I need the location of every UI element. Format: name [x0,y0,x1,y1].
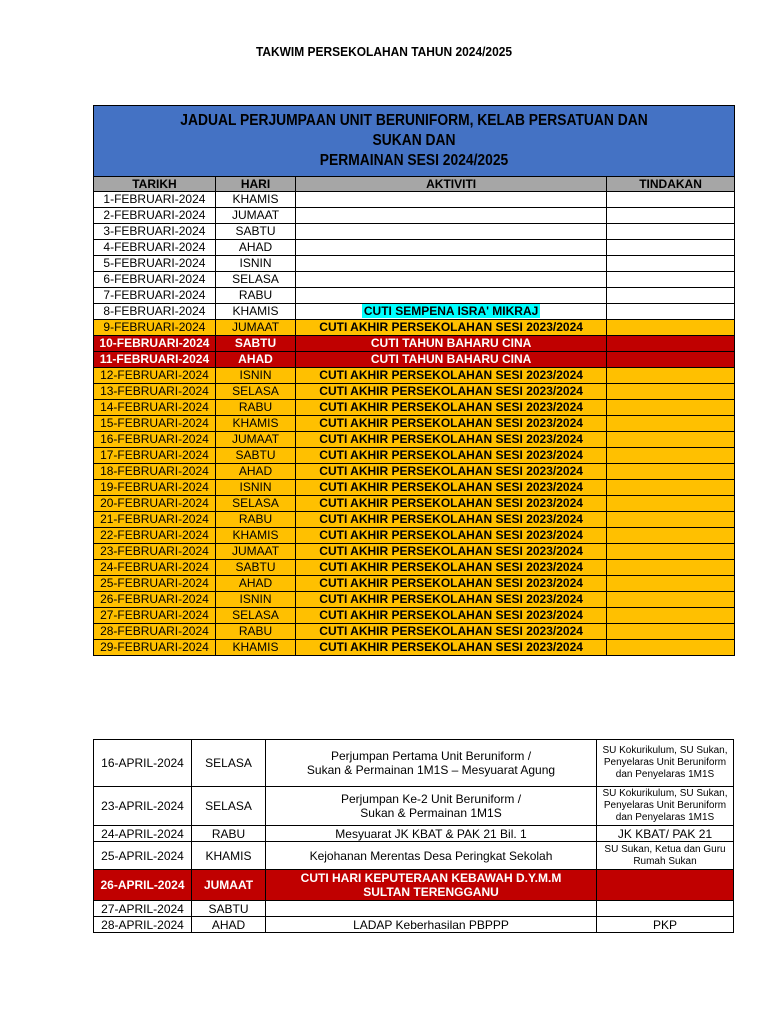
schedule-heading-line-2: PERMAINAN SESI 2024/2025 [319,152,509,169]
day-cell: KHAMIS [192,842,266,870]
table-row [94,384,734,400]
action-cell [597,870,734,901]
activity-cell [266,901,597,917]
date-cell: 23-FEBRUARI-2024 [94,544,215,560]
day-cell: SABTU [215,448,295,464]
day-cell: JUMAAT [215,544,295,560]
table-row [94,576,734,592]
date-cell: 25-APRIL-2024 [94,842,192,870]
action-cell: SU Kokurikulum, SU Sukan, Penyelaras Unit Beruniform dan Penyelaras 1M1S [597,740,734,787]
table-row [94,592,734,608]
day-cell: ISNIN [215,368,295,384]
schedule-heading-line-1: JADUAL PERJUMPAAN UNIT BERUNIFORM, KELAB PERSATUAN DAN SUKAN DAN [180,112,648,149]
activity-cell [296,304,607,320]
action-cell: JK KBAT/ PAK 21 [597,826,734,842]
activity-cell: CUTI AKHIR PERSEKOLAHAN SESI 2023/2024 [296,592,607,608]
day-cell: SABTU [215,336,295,352]
action-cell [607,352,734,368]
table-row [94,512,734,528]
date-cell: 12-FEBRUARI-2024 [94,368,215,384]
day-cell: KHAMIS [215,416,295,432]
date-cell: 1-FEBRUARI-2024 [94,192,215,208]
date-cell: 20-FEBRUARI-2024 [94,496,215,512]
day-cell: AHAD [215,464,295,480]
activity-cell: CUTI AKHIR PERSEKOLAHAN SESI 2023/2024 [296,448,607,464]
action-cell [607,640,734,656]
date-cell: 27-FEBRUARI-2024 [94,608,215,624]
day-cell: SABTU [192,901,266,917]
action-cell [607,272,734,288]
date-cell: 6-FEBRUARI-2024 [94,272,215,288]
table-row [94,416,734,432]
action-cell [607,432,734,448]
action-cell [607,336,734,352]
day-cell: ISNIN [215,592,295,608]
date-cell: 23-APRIL-2024 [94,787,192,826]
action-cell [607,496,734,512]
action-cell [607,416,734,432]
date-cell: 28-APRIL-2024 [94,917,192,933]
action-cell [607,368,734,384]
activity-cell: CUTI AKHIR PERSEKOLAHAN SESI 2023/2024 [296,608,607,624]
action-cell [607,400,734,416]
table-row [94,208,734,224]
date-cell: 21-FEBRUARI-2024 [94,512,215,528]
action-cell [607,320,734,336]
day-cell: SELASA [215,272,295,288]
activity-cell: CUTI AKHIR PERSEKOLAHAN SESI 2023/2024 [296,528,607,544]
activity-cell: Mesyuarat JK KBAT & PAK 21 Bil. 1 [266,826,597,842]
table-row [94,464,734,480]
activity-cell: CUTI TAHUN BAHARU CINA [296,336,607,352]
date-cell: 28-FEBRUARI-2024 [94,624,215,640]
activity-cell: CUTI AKHIR PERSEKOLAHAN SESI 2023/2024 [296,368,607,384]
day-cell: RABU [215,624,295,640]
action-cell [607,464,734,480]
activity-cell: CUTI AKHIR PERSEKOLAHAN SESI 2023/2024 [296,624,607,640]
date-cell: 27-APRIL-2024 [94,901,192,917]
table-row [94,272,734,288]
table-row [94,640,734,656]
activity-cell [296,240,607,256]
table-row [94,608,734,624]
activity-cell: CUTI HARI KEPUTERAAN KEBAWAH D.Y.M.M SULTAN TERENGGANU [266,870,597,901]
action-cell [607,192,734,208]
date-cell: 7-FEBRUARI-2024 [94,288,215,304]
table-row [94,544,734,560]
table-row [94,901,734,917]
date-cell: 2-FEBRUARI-2024 [94,208,215,224]
date-cell: 4-FEBRUARI-2024 [94,240,215,256]
activity-cell: Perjumpan Ke-2 Unit Beruniform / Sukan & Permainan 1M1S [266,787,597,826]
table-row [94,917,734,933]
table-row [94,240,734,256]
day-cell: KHAMIS [215,640,295,656]
column-header-hari: HARI [215,177,295,192]
action-cell: PKP [597,917,734,933]
activity-cell [296,256,607,272]
day-cell: JUMAAT [215,432,295,448]
date-cell: 29-FEBRUARI-2024 [94,640,215,656]
april-schedule-table [93,739,734,933]
action-cell [607,288,734,304]
date-cell: 8-FEBRUARI-2024 [94,304,215,320]
day-cell: AHAD [192,917,266,933]
action-cell [607,624,734,640]
activity-cell: CUTI AKHIR PERSEKOLAHAN SESI 2023/2024 [296,384,607,400]
table-row [94,224,734,240]
activity-cell [296,288,607,304]
date-cell: 24-FEBRUARI-2024 [94,560,215,576]
activity-cell: CUTI AKHIR PERSEKOLAHAN SESI 2023/2024 [296,432,607,448]
day-cell: KHAMIS [215,192,295,208]
day-cell: AHAD [215,576,295,592]
activity-cell: CUTI AKHIR PERSEKOLAHAN SESI 2023/2024 [296,512,607,528]
date-cell: 3-FEBRUARI-2024 [94,224,215,240]
page-title: TAKWIM PERSEKOLAHAN TAHUN 2024/2025 [255,44,513,59]
day-cell: SABTU [215,224,295,240]
date-cell: 11-FEBRUARI-2024 [94,352,215,368]
day-cell: SABTU [215,560,295,576]
action-cell [607,384,734,400]
action-cell [607,544,734,560]
table-row [94,256,734,272]
day-cell: RABU [215,512,295,528]
activity-cell [296,272,607,288]
table-row [94,826,734,842]
day-cell: ISNIN [215,480,295,496]
date-cell: 5-FEBRUARI-2024 [94,256,215,272]
day-cell: RABU [215,288,295,304]
activity-cell: CUTI AKHIR PERSEKOLAHAN SESI 2023/2024 [296,464,607,480]
activity-cell: CUTI AKHIR PERSEKOLAHAN SESI 2023/2024 [296,480,607,496]
schedule-heading [94,106,734,177]
table-header-row [94,177,734,192]
february-schedule-table [93,105,735,656]
activity-cell: CUTI TAHUN BAHARU CINA [296,352,607,368]
table-row [94,740,734,787]
date-cell: 14-FEBRUARI-2024 [94,400,215,416]
table-row [94,496,734,512]
day-cell: SELASA [215,608,295,624]
action-cell [607,576,734,592]
table-row [94,432,734,448]
action-cell [597,901,734,917]
action-cell [607,448,734,464]
day-cell: JUMAAT [215,208,295,224]
table-row [94,336,734,352]
day-cell: SELASA [215,384,295,400]
activity-cell [296,224,607,240]
activity-cell: CUTI AKHIR PERSEKOLAHAN SESI 2023/2024 [296,576,607,592]
table-row [94,870,734,901]
day-cell: JUMAAT [192,870,266,901]
date-cell: 16-APRIL-2024 [94,740,192,787]
day-cell: AHAD [215,352,295,368]
activity-cell: Kejohanan Merentas Desa Peringkat Sekolah [266,842,597,870]
action-cell: SU Kokurikulum, SU Sukan, Penyelaras Unit Beruniform dan Penyelaras 1M1S [597,787,734,826]
date-cell: 17-FEBRUARI-2024 [94,448,215,464]
activity-cell: CUTI AKHIR PERSEKOLAHAN SESI 2023/2024 [296,560,607,576]
table-row [94,192,734,208]
date-cell: 18-FEBRUARI-2024 [94,464,215,480]
action-cell [607,560,734,576]
date-cell: 16-FEBRUARI-2024 [94,432,215,448]
date-cell: 25-FEBRUARI-2024 [94,576,215,592]
table-row [94,480,734,496]
date-cell: 9-FEBRUARI-2024 [94,320,215,336]
activity-cell [296,192,607,208]
table-row [94,528,734,544]
date-cell: 19-FEBRUARI-2024 [94,480,215,496]
table-row [94,448,734,464]
highlighted-activity: CUTI SEMPENA ISRA' MIKRAJ [363,304,539,318]
day-cell: JUMAAT [215,320,295,336]
day-cell: SELASA [192,787,266,826]
action-cell [607,528,734,544]
activity-cell: Perjumpan Pertama Unit Beruniform / Sukan & Permainan 1M1S – Mesyuarat Agung [266,740,597,787]
february-table [94,177,734,655]
action-cell [607,304,734,320]
table-row [94,560,734,576]
activity-cell: CUTI AKHIR PERSEKOLAHAN SESI 2023/2024 [296,416,607,432]
day-cell: SELASA [215,496,295,512]
table-row [94,842,734,870]
action-cell: SU Sukan, Ketua dan Guru Rumah Sukan [597,842,734,870]
table-row [94,624,734,640]
table-row [94,352,734,368]
date-cell: 13-FEBRUARI-2024 [94,384,215,400]
day-cell: KHAMIS [215,528,295,544]
activity-cell: CUTI AKHIR PERSEKOLAHAN SESI 2023/2024 [296,544,607,560]
action-cell [607,480,734,496]
action-cell [607,256,734,272]
action-cell [607,240,734,256]
action-cell [607,208,734,224]
day-cell: AHAD [215,240,295,256]
day-cell: RABU [192,826,266,842]
activity-cell: CUTI AKHIR PERSEKOLAHAN SESI 2023/2024 [296,640,607,656]
day-cell: KHAMIS [215,304,295,320]
action-cell [607,512,734,528]
action-cell [607,224,734,240]
table-row [94,288,734,304]
date-cell: 26-FEBRUARI-2024 [94,592,215,608]
day-cell: SELASA [192,740,266,787]
table-row [94,304,734,320]
date-cell: 15-FEBRUARI-2024 [94,416,215,432]
day-cell: ISNIN [215,256,295,272]
date-cell: 22-FEBRUARI-2024 [94,528,215,544]
action-cell [607,608,734,624]
date-cell: 26-APRIL-2024 [94,870,192,901]
date-cell: 10-FEBRUARI-2024 [94,336,215,352]
column-header-tarikh: TARIKH [94,177,215,192]
action-cell [607,592,734,608]
table-row [94,787,734,826]
column-header-tindakan: TINDAKAN [607,177,734,192]
activity-cell: CUTI AKHIR PERSEKOLAHAN SESI 2023/2024 [296,496,607,512]
activity-cell [296,208,607,224]
table-row [94,400,734,416]
activity-cell: CUTI AKHIR PERSEKOLAHAN SESI 2023/2024 [296,400,607,416]
table-row [94,320,734,336]
date-cell: 24-APRIL-2024 [94,826,192,842]
activity-cell: CUTI AKHIR PERSEKOLAHAN SESI 2023/2024 [296,320,607,336]
column-header-aktiviti: AKTIVITI [296,177,607,192]
table-row [94,368,734,384]
activity-cell: LADAP Keberhasilan PBPPP [266,917,597,933]
day-cell: RABU [215,400,295,416]
